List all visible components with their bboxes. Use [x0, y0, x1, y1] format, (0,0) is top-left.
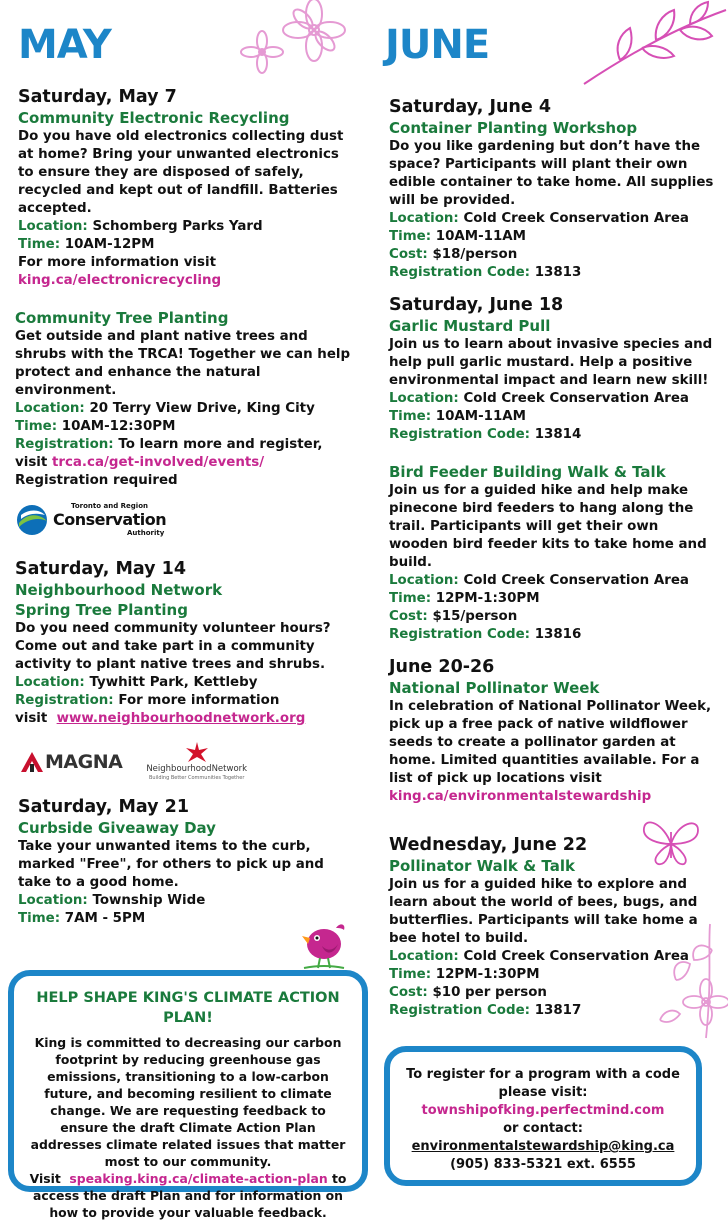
- event-title: Bird Feeder Building Walk & Talk: [389, 463, 666, 481]
- event-registration: Registration: For more information: [15, 693, 280, 708]
- event-cost: Cost: $10 per person: [389, 985, 547, 1000]
- event-time: Time: 10AM-12PM: [18, 237, 155, 252]
- event-description: Take your unwanted items to the curb, marked "Free", for others to pick up and take to a good home.: [18, 839, 324, 890]
- may-heading: MAY: [18, 22, 111, 68]
- event-description: Get outside and plant native trees and shrubs with the TRCA! Together we can help protect and enhance the natural environment.: [15, 329, 351, 398]
- event-pollinator-week: [389, 656, 721, 806]
- event-date: Saturday, May 14: [15, 559, 186, 579]
- event-may-21: [18, 796, 358, 928]
- environmental-stewardship-link[interactable]: king.ca/environmentalstewardship: [389, 789, 652, 804]
- event-date: Wednesday, June 22: [389, 835, 588, 855]
- climate-box-title: HELP SHAPE KING'S CLIMATE ACTION PLAN!: [36, 990, 340, 1026]
- register-or: or contact:: [503, 1121, 583, 1136]
- climate-plan-link[interactable]: speaking.king.ca/climate-action-plan: [69, 1171, 328, 1186]
- contact-phone: (905) 833-5321 ext. 6555: [450, 1157, 636, 1172]
- event-time: Time: 7AM - 5PM: [18, 911, 146, 926]
- event-may-14: Saturday, May 14 Neighbourhood Network Spring Tree Planting Do you need community volunteer hours? Come out and take part in a community activity to plant native trees and shrubs. Location: Tywhitt Park, Kettleby Registration: For more information visit www.neighbourhoodnetwork.org MAGNA NeighbourhoodNetwork Building Better Communities Together: [15, 558, 358, 786]
- event-description: Do you need community volunteer hours? Come out and take part in a community activity to plant native trees and shrubs.: [15, 621, 331, 672]
- event-info: For more information visit: [18, 255, 216, 270]
- electronic-recycling-link[interactable]: king.ca/electronicrecycling: [18, 273, 222, 288]
- event-description: Join us to learn about invasive species and help pull garlic mustard. Help a positive environmental impact and learn new skill!: [389, 337, 713, 388]
- magna-icon: [21, 752, 43, 772]
- event-title: Community Tree Planting: [15, 309, 229, 327]
- climate-box-body: King is committed to decreasing our carbon footprint by reducing greenhouse gas emissions, transitioning to a low-carbon future, and becoming resilient to climate change. We are requesting feedback to ensure the draft Climate Action Plan addresses climate related issues that matter most to our community.: [30, 1035, 346, 1169]
- event-date: Saturday, May 7: [18, 87, 177, 107]
- registration-note: Registration required: [15, 473, 178, 488]
- event-time: Time: 12PM-1:30PM: [389, 967, 540, 982]
- event-may-7: [18, 86, 358, 290]
- event-code: Registration Code: 13816: [389, 627, 582, 642]
- climate-box-cta: Visit speaking.king.ca/climate-action-plan to access the draft Plan and for information on how to provide your valuable feedback.: [29, 1171, 347, 1220]
- sponsor-logos: [15, 738, 358, 786]
- event-registration: Registration: To learn more and register, visit trca.ca/get-involved/events/: [15, 437, 323, 470]
- june-column: [389, 96, 721, 1020]
- event-june-18: [389, 294, 721, 444]
- event-subtitle: Spring Tree Planting: [15, 601, 188, 619]
- climate-action-box: [8, 970, 368, 1220]
- event-time: Time: 12PM-1:30PM: [389, 591, 540, 606]
- star-icon: [185, 742, 209, 764]
- event-title: Container Planting Workshop: [389, 119, 638, 137]
- event-code: Registration Code: 13817: [389, 1003, 582, 1018]
- event-cost: Cost: $15/person: [389, 609, 518, 624]
- event-description: Join us for a guided hike and help make pinecone bird feeders to hang along the trail. Participants will get their own wooden bird feeder kits to take home and build.: [389, 483, 707, 570]
- event-time: Time: 10AM-11AM: [389, 229, 527, 244]
- event-title: Garlic Mustard Pull: [389, 317, 551, 335]
- june-heading: JUNE: [385, 22, 490, 68]
- event-bird-feeder: [389, 462, 721, 644]
- trca-link[interactable]: trca.ca/get-involved/events/: [51, 455, 265, 470]
- event-date: Saturday, June 18: [389, 295, 564, 315]
- event-code: Registration Code: 13813: [389, 265, 582, 280]
- event-location: Location: 20 Terry View Drive, King City: [15, 401, 315, 416]
- event-description: Do you have old electronics collecting dust at home? Bring your unwanted electronics to ensure they are disposed of safely, recycled and kept out of landfill. Batteries accepted.: [18, 129, 344, 216]
- event-title: Pollinator Walk & Talk: [389, 857, 575, 875]
- leaf-branch-icon: [580, 0, 728, 90]
- event-time: Time: 10AM-11AM: [389, 409, 527, 424]
- neighbourhood-network-link[interactable]: www.neighbourhoodnetwork.org: [56, 711, 306, 726]
- event-location: Location: Cold Creek Conservation Area: [389, 211, 689, 226]
- event-location: Location: Township Wide: [18, 893, 206, 908]
- event-title: National Pollinator Week: [389, 679, 600, 697]
- event-location: Location: Schomberg Parks Yard: [18, 219, 263, 234]
- event-date: June 20-26: [389, 657, 495, 677]
- magna-logo: MAGNA: [21, 752, 122, 772]
- register-box: [384, 1046, 702, 1186]
- event-title: Community Electronic Recycling: [18, 109, 290, 127]
- event-code: Registration Code: 13814: [389, 427, 582, 442]
- event-title: Curbside Giveaway Day: [18, 819, 216, 837]
- contact-email[interactable]: environmentalstewardship@king.ca: [411, 1139, 675, 1154]
- trca-logo: Toronto and Region Conservation Authority: [15, 500, 358, 540]
- perfectmind-link[interactable]: townshipofking.perfectmind.com: [421, 1103, 665, 1118]
- event-description: Join us for a guided hike to explore and learn about the world of bees, bugs, and butterflies. Participants will take home a bee hotel to build.: [389, 877, 698, 946]
- event-location: Location: Cold Creek Conservation Area: [389, 573, 689, 588]
- event-description: In celebration of National Pollinator Week, pick up a free pack of native wildflower seeds to create a pollinator garden at home. Limited quantities available. For a list of pick up locations visit: [389, 699, 712, 786]
- event-cost: Cost: $18/person: [389, 247, 518, 262]
- event-june-4: [389, 96, 721, 282]
- event-date: Saturday, June 4: [389, 97, 552, 117]
- neighbourhood-network-logo: NeighbourhoodNetwork Building Better Communities Together: [146, 742, 247, 783]
- register-intro: To register for a program with a code please visit:: [406, 1067, 680, 1100]
- event-tree-planting: [15, 308, 358, 540]
- event-location: Location: Tywhitt Park, Kettleby: [15, 675, 258, 690]
- event-june-22: [389, 834, 721, 1020]
- trca-logo-icon: [15, 503, 49, 537]
- event-date: Saturday, May 21: [18, 797, 189, 817]
- flower-icon: [236, 0, 354, 78]
- event-title: Neighbourhood Network: [15, 581, 223, 599]
- event-location: Location: Cold Creek Conservation Area: [389, 391, 689, 406]
- event-time: Time: 10AM-12:30PM: [15, 419, 176, 434]
- event-location: Location: Cold Creek Conservation Area: [389, 949, 689, 964]
- event-description: Do you like gardening but don’t have the space? Participants will plant their own edible container to take home. All supplies will be provided.: [389, 139, 714, 208]
- may-column: [15, 86, 358, 928]
